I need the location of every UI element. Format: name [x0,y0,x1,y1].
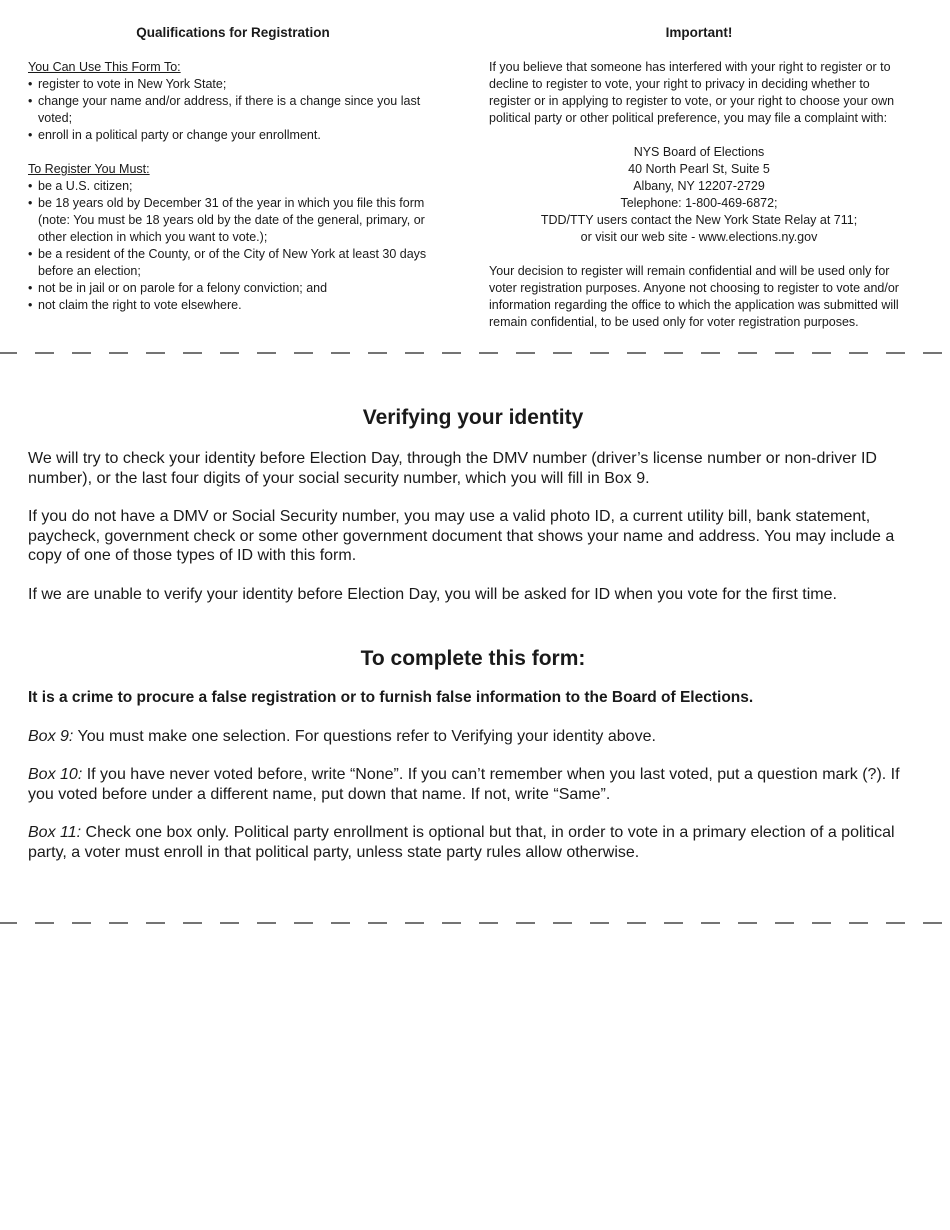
box-9-label: Box 9: [28,727,74,745]
box-10-instruction [28,765,918,804]
complete-form-section [28,646,918,862]
list-item: • not claim the right to vote elsewhere. [28,297,438,314]
verify-paragraph-2: If you do not have a DMV or Social Security number, you may use a valid photo ID, a current utility bill, bank statement, paycheck, government check or some other government document that shows your name and address. You may include a copy of one of those types of ID with this form. [28,508,895,564]
use-form-heading: You Can Use This Form To: [28,60,181,74]
verify-paragraph-3: If we are unable to verify your identity before Election Day, you will be asked for ID when you vote for the first time. [28,585,837,603]
box-11-text: Check one box only. Political party enrollment is optional but that, in order to vote in a primary election of a political party, a voter must enroll in that political party, unless state party rules allow otherwise. [28,824,895,861]
list-item: • enroll in a political party or change your enrollment. [28,127,438,144]
verify-identity-heading: Verifying your identity [362,406,584,429]
address-line: Albany, NY 12207-2729 [633,179,765,193]
qualifications-section [28,24,438,314]
important-title: Important! [665,25,733,40]
box-9-instruction [28,727,918,747]
address-line: 40 North Pearl St, Suite 5 [628,162,770,176]
cut-line-top [0,351,950,355]
list-item: • be 18 years old by December 31 of the year in which you file this form (note: You must be 18 years old by the date of the general, primary, or other election in which you want to vote.); [28,195,438,246]
address-line: or visit our web site - www.elections.ny.gov [580,230,818,244]
box-9-text: You must make one selection. For questions refer to Verifying your identity above. [73,727,656,745]
crime-warning: It is a crime to procure a false registration or to furnish false information to the Board of Elections. [28,689,754,706]
list-item: • register to vote in New York State; [28,76,438,93]
board-address [489,144,909,246]
box-10-label: Box 10: [28,766,83,783]
list-item: • be a resident of the County, or of the City of New York at least 30 days before an election; [28,246,438,280]
list-item: • be a U.S. citizen; [28,178,438,195]
address-line: NYS Board of Elections [633,145,765,159]
address-line: Telephone: 1-800-469-6872; [620,196,778,210]
list-item: • not be in jail or on parole for a felony conviction; and [28,280,438,297]
list-item: • change your name and/or address, if there is a change since you last voted; [28,93,438,127]
register-requirements-list [28,178,438,314]
box-11-label: Box 11: [28,824,82,841]
box-10-text: If you have never voted before, write “None”. If you can’t remember when you last voted, put a question mark (?). If you voted before under a different name, put down that name. If not, write “Same”. [28,766,900,803]
box-11-instruction [28,823,918,862]
complete-form-heading: To complete this form: [360,647,586,670]
verify-identity-section [28,405,918,604]
verify-paragraph-1: We will try to check your identity before Election Day, through the DMV number (driver’s license number or non-driver ID number), or the last four digits of your social security number, which you will fill in Box 9. [28,450,877,487]
register-requirements-heading: To Register You Must: [28,162,150,176]
cut-line-bottom [0,921,950,925]
confidentiality-notice: Your decision to register will remain confidential and will be used only for voter registration purposes. Anyone not choosing to register to vote and/or information regarding the office to which the application was submitted will remain confidential, to be used only for voter registration purposes. [489,264,899,329]
qualifications-title: Qualifications for Registration [136,25,330,40]
important-section [489,24,909,331]
address-line: TDD/TTY users contact the New York State Relay at 711; [540,213,858,227]
use-form-list [28,76,438,144]
complaint-intro: If you believe that someone has interfered with your right to register or to decline to register to vote, your right to privacy in deciding whether to register or in applying to register to vote, or your right to choose your own political party or other political preference, you may file a complaint with: [489,60,895,125]
